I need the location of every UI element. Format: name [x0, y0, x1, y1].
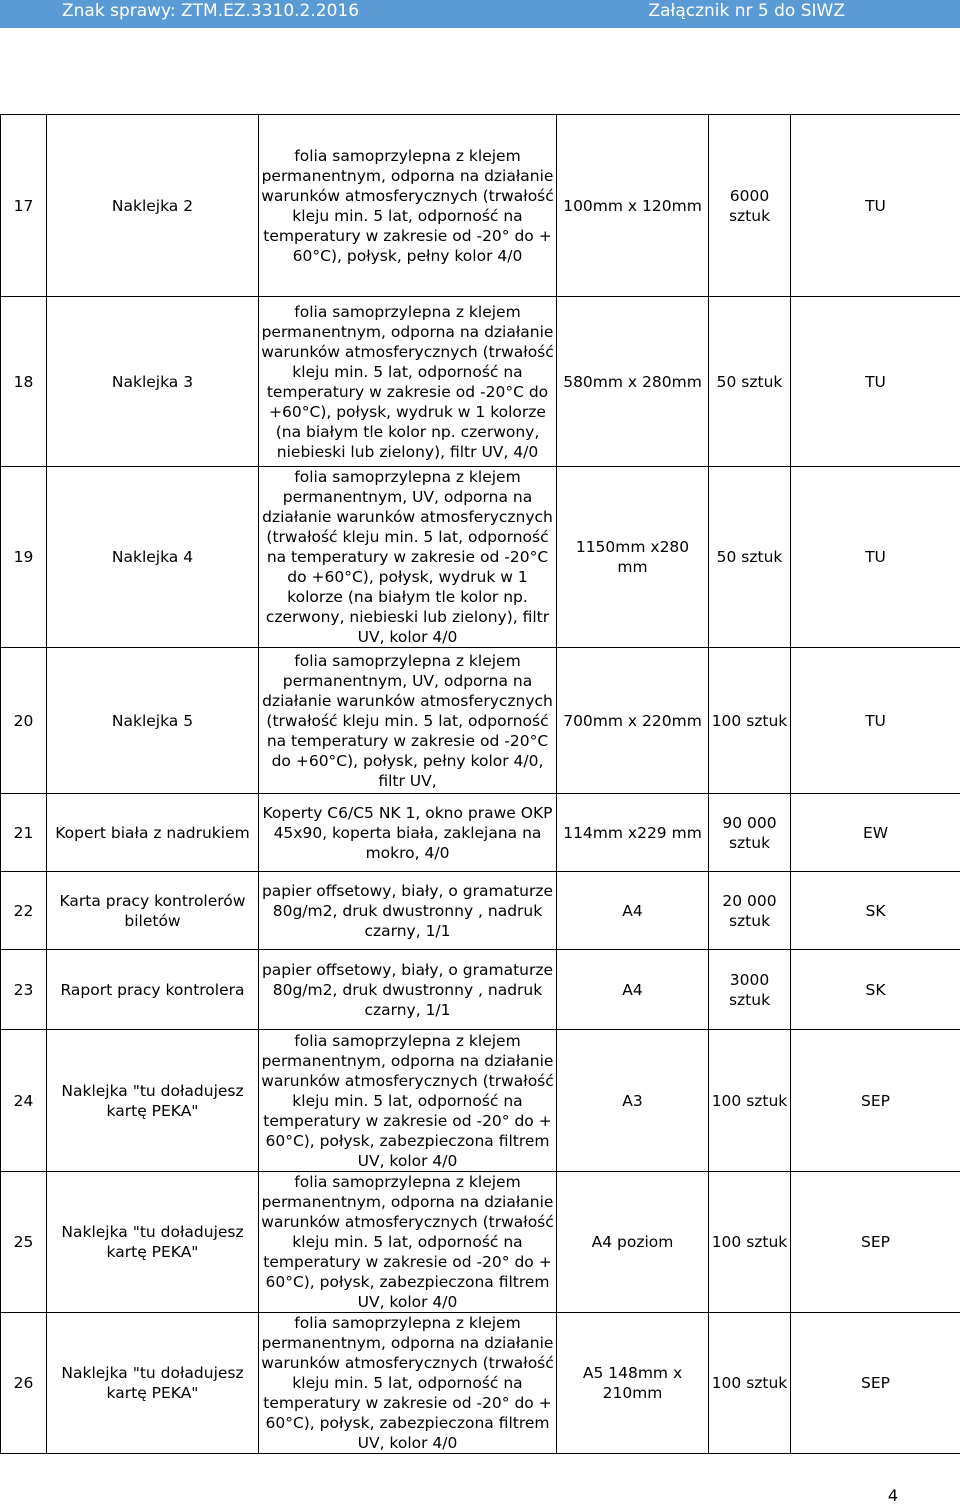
item-size: A3 — [557, 1030, 709, 1172]
table-row — [1, 1172, 960, 1313]
case-number: Znak sprawy: ZTM.EZ.3310.2.2016 — [62, 1, 360, 21]
row-number: 24 — [1, 1030, 47, 1172]
item-description: folia samoprzylepna z klejem permanentnym, odporna na działanie warunków atmosferycznych (trwałość kleju min. 5 lat, odporność na temperatury w zakresie od -20° do + 60°C), połysk, pełny kolor 4/0 — [259, 115, 557, 297]
row-number: 18 — [1, 297, 47, 467]
row-number: 22 — [1, 872, 47, 950]
item-size: A4 — [557, 950, 709, 1030]
item-quantity: 50 sztuk — [709, 467, 791, 648]
item-name: Naklejka 4 — [47, 467, 259, 648]
item-code: TU — [791, 467, 960, 648]
item-size: 114mm x229 mm — [557, 794, 709, 872]
item-description: folia samoprzylepna z klejem permanentnym, odporna na działanie warunków atmosferycznych (trwałość kleju min. 5 lat, odporność na temperatury w zakresie od -20° do + 60°C), połysk, zabezpieczona filtrem UV, kolor 4/0 — [259, 1172, 557, 1313]
item-description: folia samoprzylepna z klejem permanentnym, odporna na działanie warunków atmosferycznych (trwałość kleju min. 5 lat, odporność na temperatury w zakresie od -20° do + 60°C), połysk, zabezpieczona filtrem UV, kolor 4/0 — [259, 1313, 557, 1454]
table-row — [1, 1030, 960, 1172]
item-quantity: 90 000 sztuk — [709, 794, 791, 872]
document-header-bar — [0, 0, 960, 28]
table-row — [1, 297, 960, 467]
item-size: A5 148mm x 210mm — [557, 1313, 709, 1454]
item-size: 580mm x 280mm — [557, 297, 709, 467]
item-quantity: 20 000 sztuk — [709, 872, 791, 950]
item-name: Naklejka "tu doładujesz kartę PEKA" — [47, 1030, 259, 1172]
item-quantity: 100 sztuk — [709, 1030, 791, 1172]
item-code: EW — [791, 794, 960, 872]
item-name: Naklejka "tu doładujesz kartę PEKA" — [47, 1172, 259, 1313]
item-code: SEP — [791, 1313, 960, 1454]
item-name: Naklejka 5 — [47, 648, 259, 794]
item-name: Naklejka 2 — [47, 115, 259, 297]
page-number: 4 — [887, 1486, 898, 1505]
item-quantity: 50 sztuk — [709, 297, 791, 467]
item-size: 700mm x 220mm — [557, 648, 709, 794]
item-name: Karta pracy kontrolerów biletów — [47, 872, 259, 950]
row-number: 19 — [1, 467, 47, 648]
row-number: 25 — [1, 1172, 47, 1313]
specification-table — [0, 114, 960, 1454]
item-description: Koperty C6/C5 NK 1, okno prawe OKP 45x90, koperta biała, zaklejana na mokro, 4/0 — [259, 794, 557, 872]
row-number: 21 — [1, 794, 47, 872]
item-code: TU — [791, 648, 960, 794]
item-description: papier offsetowy, biały, o gramaturze 80g/m2, druk dwustronny , nadruk czarny, 1/1 — [259, 872, 557, 950]
item-description: folia samoprzylepna z klejem permanentnym, odporna na działanie warunków atmosferycznych (trwałość kleju min. 5 lat, odporność na temperatury w zakresie od -20°C do +60°C), połysk, wydruk w 1 kolorze (na białym tle kolor np. czerwony, niebieski lub zielony), filtr UV, 4/0 — [259, 297, 557, 467]
item-size: A4 poziom — [557, 1172, 709, 1313]
item-quantity: 100 sztuk — [709, 1313, 791, 1454]
row-number: 26 — [1, 1313, 47, 1454]
item-code: SK — [791, 872, 960, 950]
item-size: 1150mm x280 mm — [557, 467, 709, 648]
item-size: A4 — [557, 872, 709, 950]
item-description: papier offsetowy, biały, o gramaturze 80g/m2, druk dwustronny , nadruk czarny, 1/1 — [259, 950, 557, 1030]
item-code: TU — [791, 115, 960, 297]
item-description: folia samoprzylepna z klejem permanentnym, odporna na działanie warunków atmosferycznych (trwałość kleju min. 5 lat, odporność na temperatury w zakresie od -20° do + 60°C), połysk, zabezpieczona filtrem UV, kolor 4/0 — [259, 1030, 557, 1172]
item-description: folia samoprzylepna z klejem permanentnym, UV, odporna na działanie warunków atmosferycznych (trwałość kleju min. 5 lat, odporność na temperatury w zakresie od -20°C do +60°C), połysk, wydruk w 1 kolorze (na białym tle kolor np. czerwony, niebieski lub zielony), filtr UV, kolor 4/0 — [259, 467, 557, 648]
item-quantity: 100 sztuk — [709, 1172, 791, 1313]
item-size: 100mm x 120mm — [557, 115, 709, 297]
table-row — [1, 794, 960, 872]
item-name: Kopert biała z nadrukiem — [47, 794, 259, 872]
table-row — [1, 467, 960, 648]
item-code: SEP — [791, 1030, 960, 1172]
item-name: Raport pracy kontrolera — [47, 950, 259, 1030]
table-row — [1, 648, 960, 794]
item-quantity: 3000 sztuk — [709, 950, 791, 1030]
item-code: SK — [791, 950, 960, 1030]
row-number: 23 — [1, 950, 47, 1030]
attachment-label: Załącznik nr 5 do SIWZ — [648, 1, 845, 21]
row-number: 20 — [1, 648, 47, 794]
item-name: Naklejka "tu doładujesz kartę PEKA" — [47, 1313, 259, 1454]
table-row — [1, 872, 960, 950]
row-number: 17 — [1, 115, 47, 297]
item-code: SEP — [791, 1172, 960, 1313]
table-row — [1, 115, 960, 297]
table-row — [1, 950, 960, 1030]
item-quantity: 6000 sztuk — [709, 115, 791, 297]
item-quantity: 100 sztuk — [709, 648, 791, 794]
item-name: Naklejka 3 — [47, 297, 259, 467]
table-row — [1, 1313, 960, 1454]
item-code: TU — [791, 297, 960, 467]
item-description: folia samoprzylepna z klejem permanentnym, UV, odporna na działanie warunków atmosferycznych (trwałość kleju min. 5 lat, odporność na temperatury w zakresie od -20°C do +60°C), połysk, pełny kolor 4/0, filtr UV, — [259, 648, 557, 794]
